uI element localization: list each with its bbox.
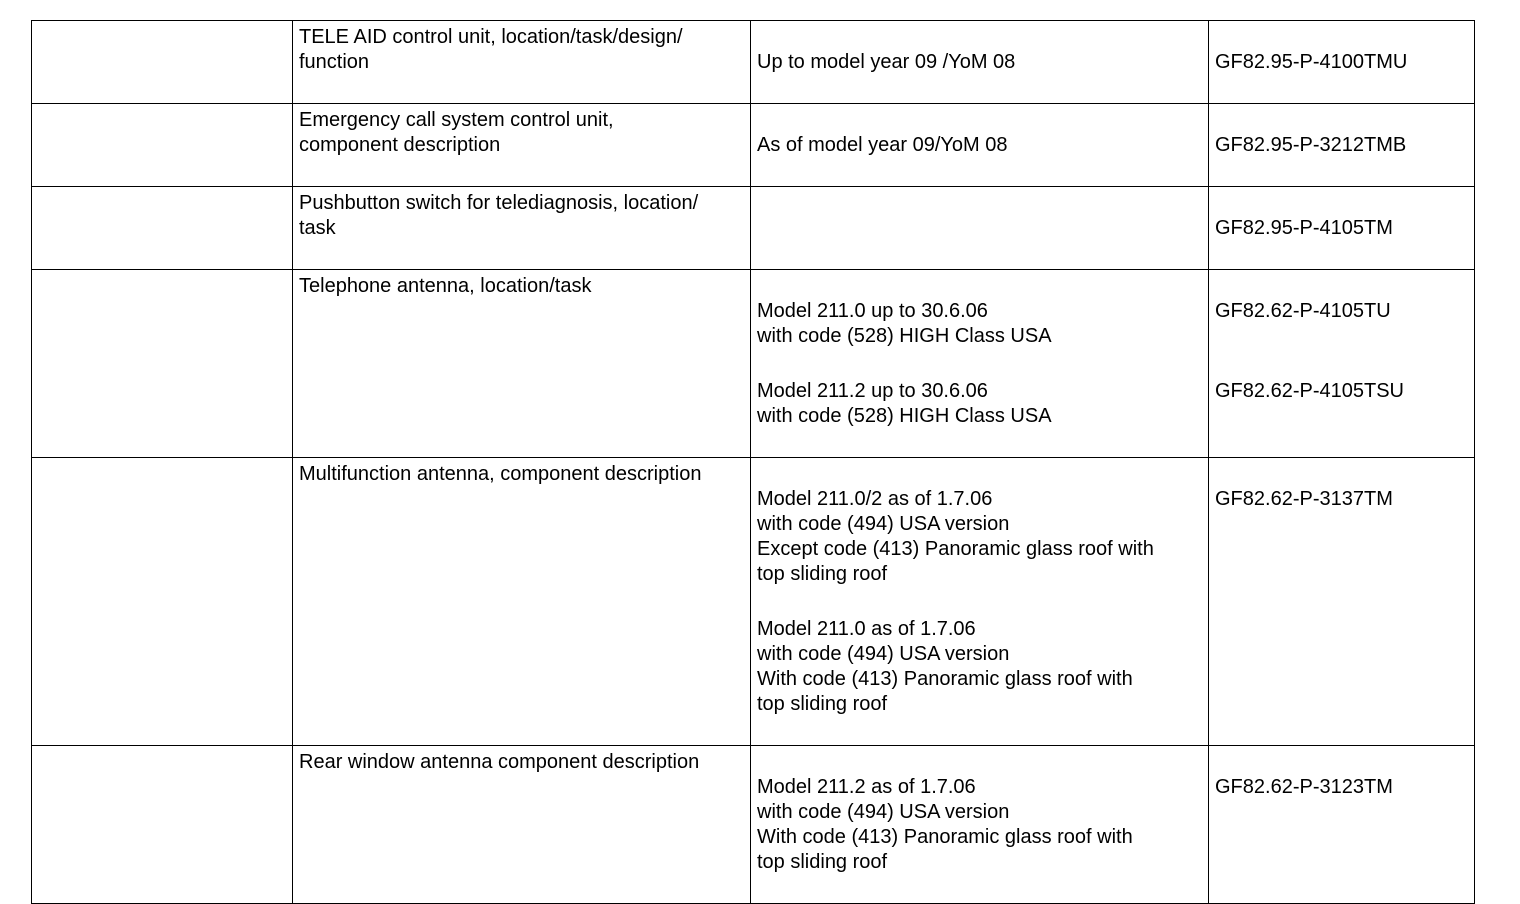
document-reference: GF82.62-P-3137TM: [1215, 488, 1393, 510]
blank-cell: [32, 187, 293, 270]
validity-cell: [751, 270, 1209, 458]
validity-text: Model 211.0 as of 1.7.06 with code (494) USA version With code (413) Panoramic glass roof with top sliding roof: [757, 618, 1133, 715]
reference-cell: [1209, 104, 1475, 187]
description-cell: Multifunction antenna, component description: [293, 458, 751, 746]
validity-text: Model 211.2 up to 30.6.06 with code (528) HIGH Class USA: [757, 380, 1052, 427]
validity-text: Model 211.2 as of 1.7.06 with code (494) USA version With code (413) Panoramic glass roof with top sliding roof: [757, 776, 1133, 873]
reference-table: [31, 20, 1475, 904]
table-row: [32, 21, 1475, 104]
blank-cell: [32, 21, 293, 104]
validity-text: Model 211.0 up to 30.6.06 with code (528) HIGH Class USA: [757, 300, 1052, 347]
description-cell: TELE AID control unit, location/task/design/ function: [293, 21, 751, 104]
table-row: [32, 187, 1475, 270]
description-cell: Telephone antenna, location/task: [293, 270, 751, 458]
blank-cell: [32, 458, 293, 746]
description-cell: Emergency call system control unit, component description: [293, 104, 751, 187]
reference-cell: [1209, 187, 1475, 270]
validity-text: As of model year 09/YoM 08: [757, 134, 1008, 156]
table-row: [32, 458, 1475, 746]
document-reference: GF82.62-P-4105TU: [1215, 300, 1391, 322]
validity-cell: [751, 21, 1209, 104]
document-reference: GF82.95-P-4100TMU: [1215, 51, 1408, 73]
reference-cell: [1209, 21, 1475, 104]
table-row: [32, 270, 1475, 458]
reference-cell: [1209, 458, 1475, 746]
document-reference: GF82.62-P-4105TSU: [1215, 380, 1404, 402]
validity-cell: [751, 104, 1209, 187]
blank-cell: [32, 746, 293, 904]
reference-cell: [1209, 746, 1475, 904]
reference-cell: [1209, 270, 1475, 458]
validity-cell: [751, 458, 1209, 746]
validity-cell: [751, 746, 1209, 904]
description-cell: Pushbutton switch for telediagnosis, location/ task: [293, 187, 751, 270]
validity-cell: [751, 187, 1209, 270]
blank-cell: [32, 270, 293, 458]
document-reference: GF82.62-P-3123TM: [1215, 776, 1393, 798]
validity-text: Model 211.0/2 as of 1.7.06 with code (494) USA version Except code (413) Panoramic glass roof with top sliding roof: [757, 488, 1154, 585]
validity-text: Up to model year 09 /YoM 08: [757, 51, 1016, 73]
blank-cell: [32, 104, 293, 187]
document-reference: GF82.95-P-3212TMB: [1215, 134, 1407, 156]
table-row: [32, 104, 1475, 187]
document-reference: GF82.95-P-4105TM: [1215, 217, 1393, 239]
description-cell: Rear window antenna component description: [293, 746, 751, 904]
table-row: [32, 746, 1475, 904]
